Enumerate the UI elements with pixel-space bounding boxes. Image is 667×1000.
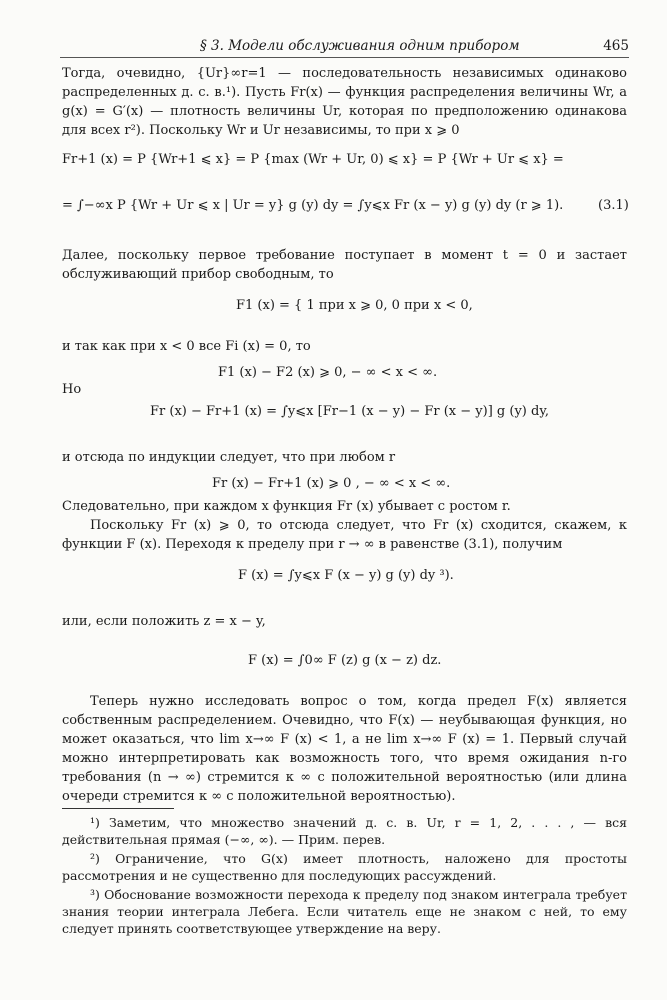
footnote-rule xyxy=(62,808,174,809)
equation-7: F (x) = ∫0∞ F (z) g (x − z) dz. xyxy=(248,653,442,668)
page-number: 465 xyxy=(603,38,629,54)
paragraph-3: и так как при x < 0 все Fi (x) = 0, то xyxy=(62,339,311,354)
equation-3: F1 (x) − F2 (x) ⩾ 0, − ∞ < x < ∞. xyxy=(218,365,438,380)
footnote-1: ¹) Заметим, что множество значений д. с. в. Ur, r = 1, 2, . . . , — вся действительная прямая (−∞, ∞). — Прим. перев. xyxy=(62,815,627,847)
paragraph-5: и отсюда по индукции следует, что при любом r xyxy=(62,450,396,465)
equation-1-line-1: Fr+1 (x) = P {Wr+1 ⩽ x} = P {max (Wr + Ur, 0) ⩽ x} = P {Wr + Ur ⩽ x} = xyxy=(62,152,564,167)
paragraph-1: Тогда, очевидно, {Ur}∞r=1 — последовательность независимых одинаково распределенных д. с. в.¹). Пусть Fr(x) — функция распределения величины Wr, а g(x) = G′(x) — плотность величины Ur, которая по предположению одинакова для всех r²). Поскольку Wr и Ur независимы, то при x ⩾ 0 xyxy=(62,66,627,138)
paragraph-7: Поскольку Fr (x) ⩾ 0, то отсюда следует, что Fr (x) сходится, скажем, к функции F (x). Переходя к пределу при r → ∞ в равенстве (3.1), получим xyxy=(62,518,627,552)
equation-5: Fr (x) − Fr+1 (x) ⩾ 0 , − ∞ < x < ∞. xyxy=(212,476,451,491)
equation-4: Fr (x) − Fr+1 (x) = ∫y⩽x [Fr−1 (x − y) − Fr (x − y)] g (y) dy, xyxy=(150,404,550,419)
paragraph-2: Далее, поскольку первое требование поступает в момент t = 0 и застает обслуживающий прибор свободным, то xyxy=(62,248,627,282)
paragraph-4: Но xyxy=(62,382,82,397)
footnote-3: ³) Обоснование возможности перехода к пределу под знаком интеграла требует знания теории интеграла Лебега. Если читатель еще не знаком с ней, то ему следует принять соответствующее утверждение на веру. xyxy=(62,887,627,936)
paragraph-8: или, если положить z = x − y, xyxy=(62,614,266,629)
equation-1-line-2: = ∫−∞x P {Wr + Ur ⩽ x | Ur = y} g (y) dy = ∫y⩽x Fr (x − y) g (y) dy (r ⩾ 1). xyxy=(62,198,564,213)
paragraph-6: Следовательно, при каждом x функция Fr (x) убывает с ростом r. xyxy=(62,499,511,514)
equation-number: (3.1) xyxy=(598,198,629,213)
running-header xyxy=(60,37,629,58)
paragraph-9: Теперь нужно исследовать вопрос о том, когда предел F(x) является собственным распределением. Очевидно, что F(x) — неубывающая функция, но может оказаться, что lim x→∞ F (x) < 1, а не lim x→∞ F (x) = 1. Первый случай можно интерпретировать как возможность того, что время ожидания n-го требования (n → ∞) стремится к ∞ с положительной вероятностью (или длина очереди стремится к ∞ с положительной вероятностью). xyxy=(62,694,627,804)
header-title: § 3. Модели обслуживания одним прибором xyxy=(200,38,520,54)
equation-6: F (x) = ∫y⩽x F (x − y) g (y) dy ³). xyxy=(238,568,454,583)
footnote-2: ²) Ограничение, что G(x) имеет плотность, наложено для простоты рассмотрения и не существенно для последующих рассуждений. xyxy=(62,851,627,883)
equation-2: F1 (x) = { 1 при x ⩾ 0, 0 при x < 0, xyxy=(236,298,473,313)
